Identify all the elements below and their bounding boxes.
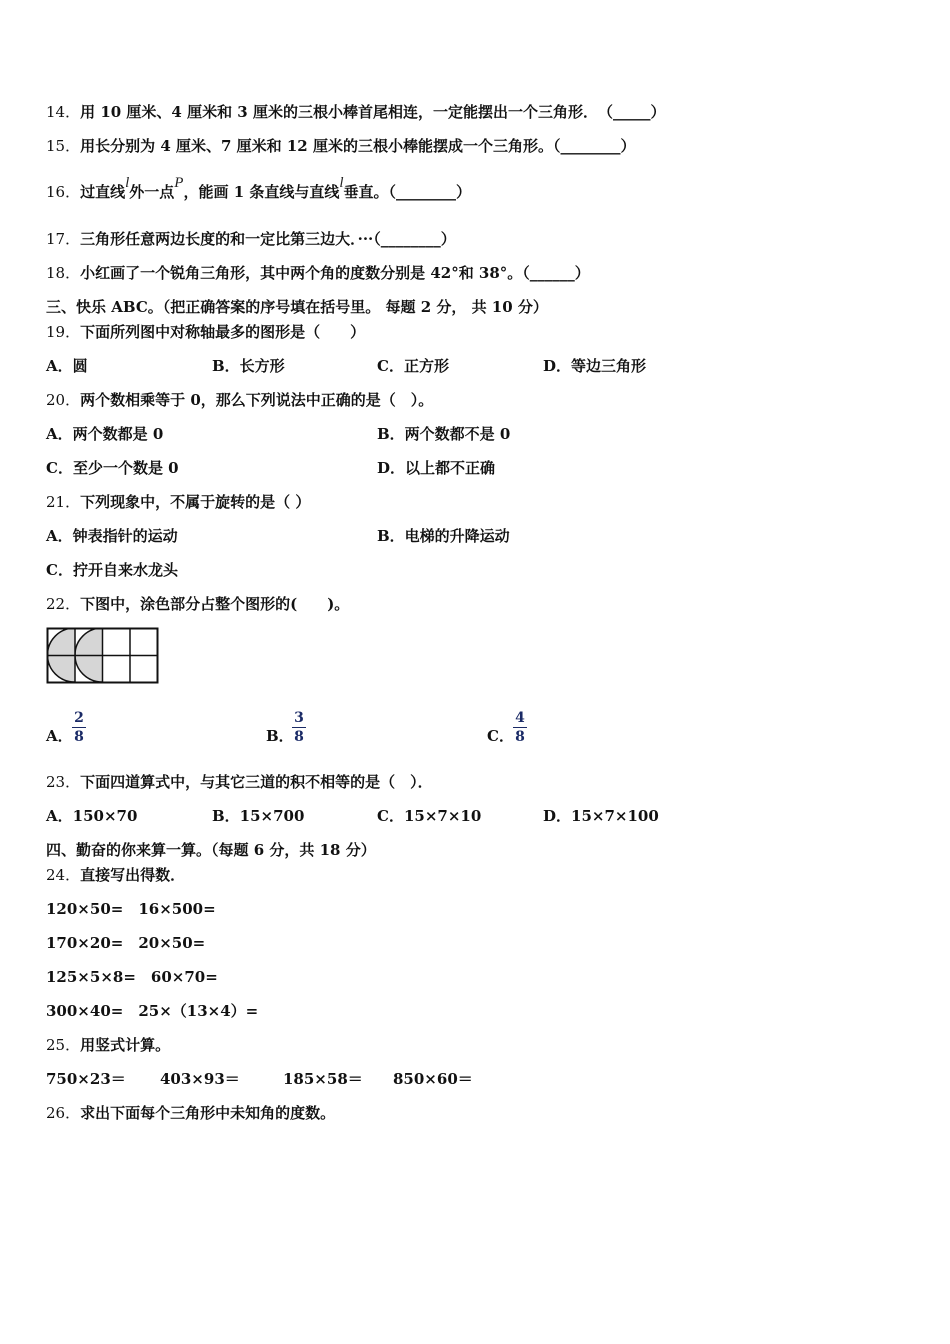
question-18 xyxy=(46,263,590,283)
denominator: 8 xyxy=(74,729,84,745)
question-text-1: 过直线 xyxy=(80,183,126,201)
question-text: 求出下面每个三角形中未知角的度数。 xyxy=(80,1104,336,1122)
question-text-2: 外一点 xyxy=(129,183,175,201)
q20-option-a: A．两个数都是 0 xyxy=(46,425,164,443)
q23-option-c: C．15×7×10 xyxy=(377,807,482,825)
question-26 xyxy=(46,1103,335,1123)
section-heading-3: 三、快乐 ABC。（把正确答案的序号填在括号里。 每题 2 分， 共 10 分） xyxy=(46,298,548,316)
q20-option-d: D．以上都不正确 xyxy=(377,459,496,477)
q21-option-b: B．电梯的升降运动 xyxy=(377,527,510,545)
denominator: 8 xyxy=(294,729,304,745)
numerator: 3 xyxy=(294,710,304,726)
shaded-grid-figure xyxy=(46,627,160,684)
question-number: 18． xyxy=(46,264,81,282)
question-text: 用长分别为 4 厘米、7 厘米和 12 厘米的三根小棒能摆成一个三角形。（________） xyxy=(80,137,636,155)
q22-option-b-fraction xyxy=(292,710,306,745)
q22-option-a-label: A． xyxy=(46,727,73,745)
calc-row-3: 125×5×8= 60×70= xyxy=(46,968,218,986)
question-number: 21． xyxy=(46,493,81,511)
q19-option-b: B．长方形 xyxy=(212,357,285,375)
question-19 xyxy=(46,322,365,342)
line-symbol-l: l xyxy=(339,175,344,191)
question-20 xyxy=(46,390,433,410)
q22-option-c-fraction xyxy=(513,710,527,745)
q23-option-a: A．150×70 xyxy=(46,807,138,825)
q20-option-c: C．至少一个数是 0 xyxy=(46,459,179,477)
question-number: 26． xyxy=(46,1104,81,1122)
q22-option-a-fraction xyxy=(72,710,86,745)
question-number: 19． xyxy=(46,323,81,341)
question-number: 15． xyxy=(46,137,81,155)
numerator: 4 xyxy=(515,710,525,726)
calc-row-1: 120×50= 16×500= xyxy=(46,900,216,918)
question-21 xyxy=(46,492,310,512)
q22-option-b-label: B． xyxy=(266,727,294,745)
question-14 xyxy=(46,102,665,122)
question-16 xyxy=(46,175,472,203)
vertical-calc-1: 750×23＝ xyxy=(46,1070,126,1088)
vertical-calc-3: 185×58＝ xyxy=(283,1070,363,1088)
q22-option-c-label: C． xyxy=(487,727,514,745)
question-text: 下列现象中，不属于旋转的是（ ） xyxy=(80,493,311,511)
calc-row-2: 170×20= 20×50= xyxy=(46,934,206,952)
question-text: 下图中，涂色部分占整个图形的( )。 xyxy=(80,595,350,613)
question-number: 24． xyxy=(46,866,81,884)
vertical-calc-4: 850×60＝ xyxy=(393,1070,473,1088)
question-text: 两个数相乘等于 0，那么下列说法中正确的是（ ）。 xyxy=(80,391,434,409)
vertical-calc-2: 403×93＝ xyxy=(160,1070,240,1088)
q21-option-a: A．钟表指针的运动 xyxy=(46,527,178,545)
question-number: 16． xyxy=(46,183,81,201)
question-text: 直接写出得数． xyxy=(80,866,186,884)
q20-option-b: B．两个数都不是 0 xyxy=(377,425,511,443)
question-text-4: 垂直。（________） xyxy=(343,183,472,201)
denominator: 8 xyxy=(515,729,525,745)
question-text-3: ，能画 1 条直线与直线 xyxy=(183,183,340,201)
q23-option-b: B．15×700 xyxy=(212,807,305,825)
q19-option-a: A．圆 xyxy=(46,357,88,375)
calc-row-4: 300×40= 25×（13×4）= xyxy=(46,1002,259,1020)
line-symbol-l: l xyxy=(125,175,130,191)
question-15 xyxy=(46,136,635,156)
question-number: 20． xyxy=(46,391,81,409)
point-symbol-p: P xyxy=(174,175,184,191)
q23-option-d: D．15×7×100 xyxy=(543,807,659,825)
question-22 xyxy=(46,594,349,614)
question-23 xyxy=(46,772,433,792)
question-text: 下面所列图中对称轴最多的图形是（ ） xyxy=(80,323,366,341)
q21-option-c: C．拧开自来水龙头 xyxy=(46,561,178,579)
question-25 xyxy=(46,1035,170,1055)
section-heading-4: 四、勤奋的你来算一算。（每题 6 分，共 18 分） xyxy=(46,841,376,859)
question-text: 下面四道算式中，与其它三道的积不相等的是（ ）． xyxy=(80,773,433,791)
question-number: 23． xyxy=(46,773,81,791)
question-text: 用竖式计算。 xyxy=(80,1036,171,1054)
question-text: 小红画了一个锐角三角形，其中两个角的度数分别是 42°和 38°。（______） xyxy=(80,264,590,282)
question-number: 22． xyxy=(46,595,81,613)
question-24 xyxy=(46,865,185,885)
question-number: 25． xyxy=(46,1036,81,1054)
question-17 xyxy=(46,229,456,249)
q19-option-c: C．正方形 xyxy=(377,357,449,375)
question-number: 17． xyxy=(46,230,81,248)
numerator: 2 xyxy=(74,710,84,726)
question-text: 三角形任意两边长度的和一定比第三边大．···（________） xyxy=(80,230,456,248)
question-text: 用 10 厘米、4 厘米和 3 厘米的三根小棒首尾相连，一定能摆出一个三角形． （_____） xyxy=(80,103,666,121)
question-number: 14． xyxy=(46,103,81,121)
q19-option-d: D．等边三角形 xyxy=(543,357,647,375)
